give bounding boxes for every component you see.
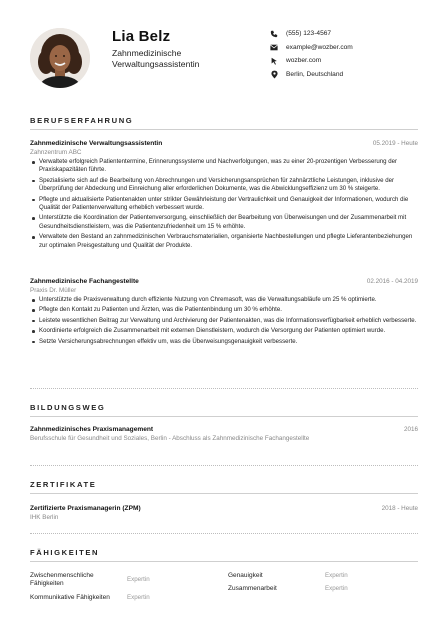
contact-location-text: Berlin, Deutschland xyxy=(286,70,344,78)
list-item: Unterstützte die Praxisverwaltung durch effiziente Nutzung von Chremasoft, was die Verwaltungsabläufe um 25 % optimierte. xyxy=(30,296,418,304)
job-org-1: Zahnzentrum ABC xyxy=(30,149,82,156)
location-pin-icon xyxy=(268,70,280,79)
certificate-org: IHK Berlin xyxy=(30,514,59,521)
contact-phone[interactable] xyxy=(268,27,428,41)
section-separator xyxy=(30,388,418,389)
education-title: Zahnmedizinisches Praxismanagement xyxy=(30,426,154,433)
resume-header xyxy=(30,22,420,102)
job-org-2: Praxis Dr. Müller xyxy=(30,287,77,294)
list-item: Leistete wesentlichen Beitrag zur Verwaltung und Archivierung der Patientenakten, was die Informationsverfügbarkeit erheblich verbesserte. xyxy=(30,317,418,325)
list-item: Pflegte den Kontakt zu Patienten und Ärzten, was die Patientenbindung um 30 % erhöhte. xyxy=(30,306,418,314)
skill-name: Genauigkeit xyxy=(228,572,263,579)
certificate-dates: 2018 - Heute xyxy=(381,505,418,512)
job-dates-1: 05.2019 - Heute xyxy=(372,140,418,147)
contact-website[interactable] xyxy=(268,54,428,68)
contact-email-text: example@wozber.com xyxy=(286,43,353,51)
experience-heading: BERUFSERFAHRUNG xyxy=(30,116,134,125)
skill-name: Zusammenarbeit xyxy=(228,585,277,592)
section-separator xyxy=(30,533,418,534)
education-detail: Berufsschule für Gesundheit und Soziales, Berlin - Abschluss als Zahnmedizinische Fachangestellte xyxy=(30,435,310,442)
skills-heading: FÄHIGKEITEN xyxy=(30,548,100,557)
job-title-2: Zahnmedizinische Fachangestellte xyxy=(30,278,139,285)
list-item: Verwaltete erfolgreich Patiententermine, Erinnerungssysteme und Nachverfolgungen, was zu einer 20-prozentigen Verbesserung der Praxiskapazitäten führte. xyxy=(30,158,418,175)
candidate-name: Lia Belz xyxy=(112,28,171,45)
job-dates-2: 02.2016 - 04.2019 xyxy=(366,278,418,285)
job-title-1: Zahnmedizinische Verwaltungsassistentin xyxy=(30,140,163,147)
skill-level: Expertin xyxy=(127,594,150,601)
list-item: Pflegte und aktualisierte Patientenakten unter strikter Gewährleistung der Vertraulichkeit und Genauigkeit der Informationen, wodurch die Qualität der Patientenverwaltung erheblich verbessert wurde. xyxy=(30,196,418,213)
certificate-title: Zertifizierte Praxismanagerin (ZPM) xyxy=(30,505,141,512)
certificates-divider xyxy=(30,493,418,494)
contact-location xyxy=(268,68,428,82)
job-bullets-1 xyxy=(30,158,418,252)
job-bullets-2 xyxy=(30,296,418,348)
contact-list xyxy=(268,27,428,81)
contact-phone-text: (555) 123-4567 xyxy=(286,30,332,38)
list-item: Unterstützte die Koordination der Patientenversorgung, einschließlich der Bearbeitung von Überweisungen und der Zusammenarbeit mit Gesundheitsdienstleistern, was die Patientenzufriedenheit um 15 % erhöhte. xyxy=(30,214,418,231)
education-divider xyxy=(30,416,418,417)
contact-website-text: wozber.com xyxy=(286,57,322,65)
experience-divider xyxy=(30,129,418,130)
skill-name: Kommunikative Fähigkeiten xyxy=(30,594,110,601)
education-date: 2016 xyxy=(403,426,418,433)
skills-divider xyxy=(30,561,418,562)
certificates-heading: ZERTIFIKATE xyxy=(30,480,97,489)
skill-level: Expertin xyxy=(325,585,348,592)
list-item: Spezialisierte sich auf die Bearbeitung von Abrechnungen und Versicherungsansprüchen für zahnärztliche Leistungen, inklusive der Überprüfung der Abdeckung und Einreichung aller erforderlichen Dokumente, was die Abwicklungseffizienz um 30 % steigerte. xyxy=(30,177,418,194)
list-item: Verwaltete den Bestand an zahnmedizinischen Verbrauchsmaterialien, organisierte Nachbestellungen und pflegte Lieferantenbeziehungen zur optimalen Preisgestaltung und Qualität der Produkte. xyxy=(30,233,418,250)
list-item: Koordinierte erfolgreich die Zusammenarbeit mit externen Dienstleistern, wodurch die Versorgung der Patienten optimiert wurde. xyxy=(30,327,418,335)
skill-level: Expertin xyxy=(127,576,150,583)
skill-name: Zwischenmenschliche Fähigkeiten xyxy=(30,572,94,588)
profile-photo xyxy=(30,28,90,88)
list-item: Setzte Versicherungsabrechnungen effektiv um, was die Überweisungsgenauigkeit verbesserte. xyxy=(30,338,418,346)
education-heading: BILDUNGSWEG xyxy=(30,403,106,412)
section-separator xyxy=(30,465,418,466)
email-icon xyxy=(268,44,280,51)
candidate-title: Zahnmedizinische Verwaltungsassistentin xyxy=(112,48,200,69)
skill-level: Expertin xyxy=(325,572,348,579)
link-icon xyxy=(268,57,280,65)
contact-email[interactable] xyxy=(268,41,428,55)
phone-icon xyxy=(268,30,280,38)
